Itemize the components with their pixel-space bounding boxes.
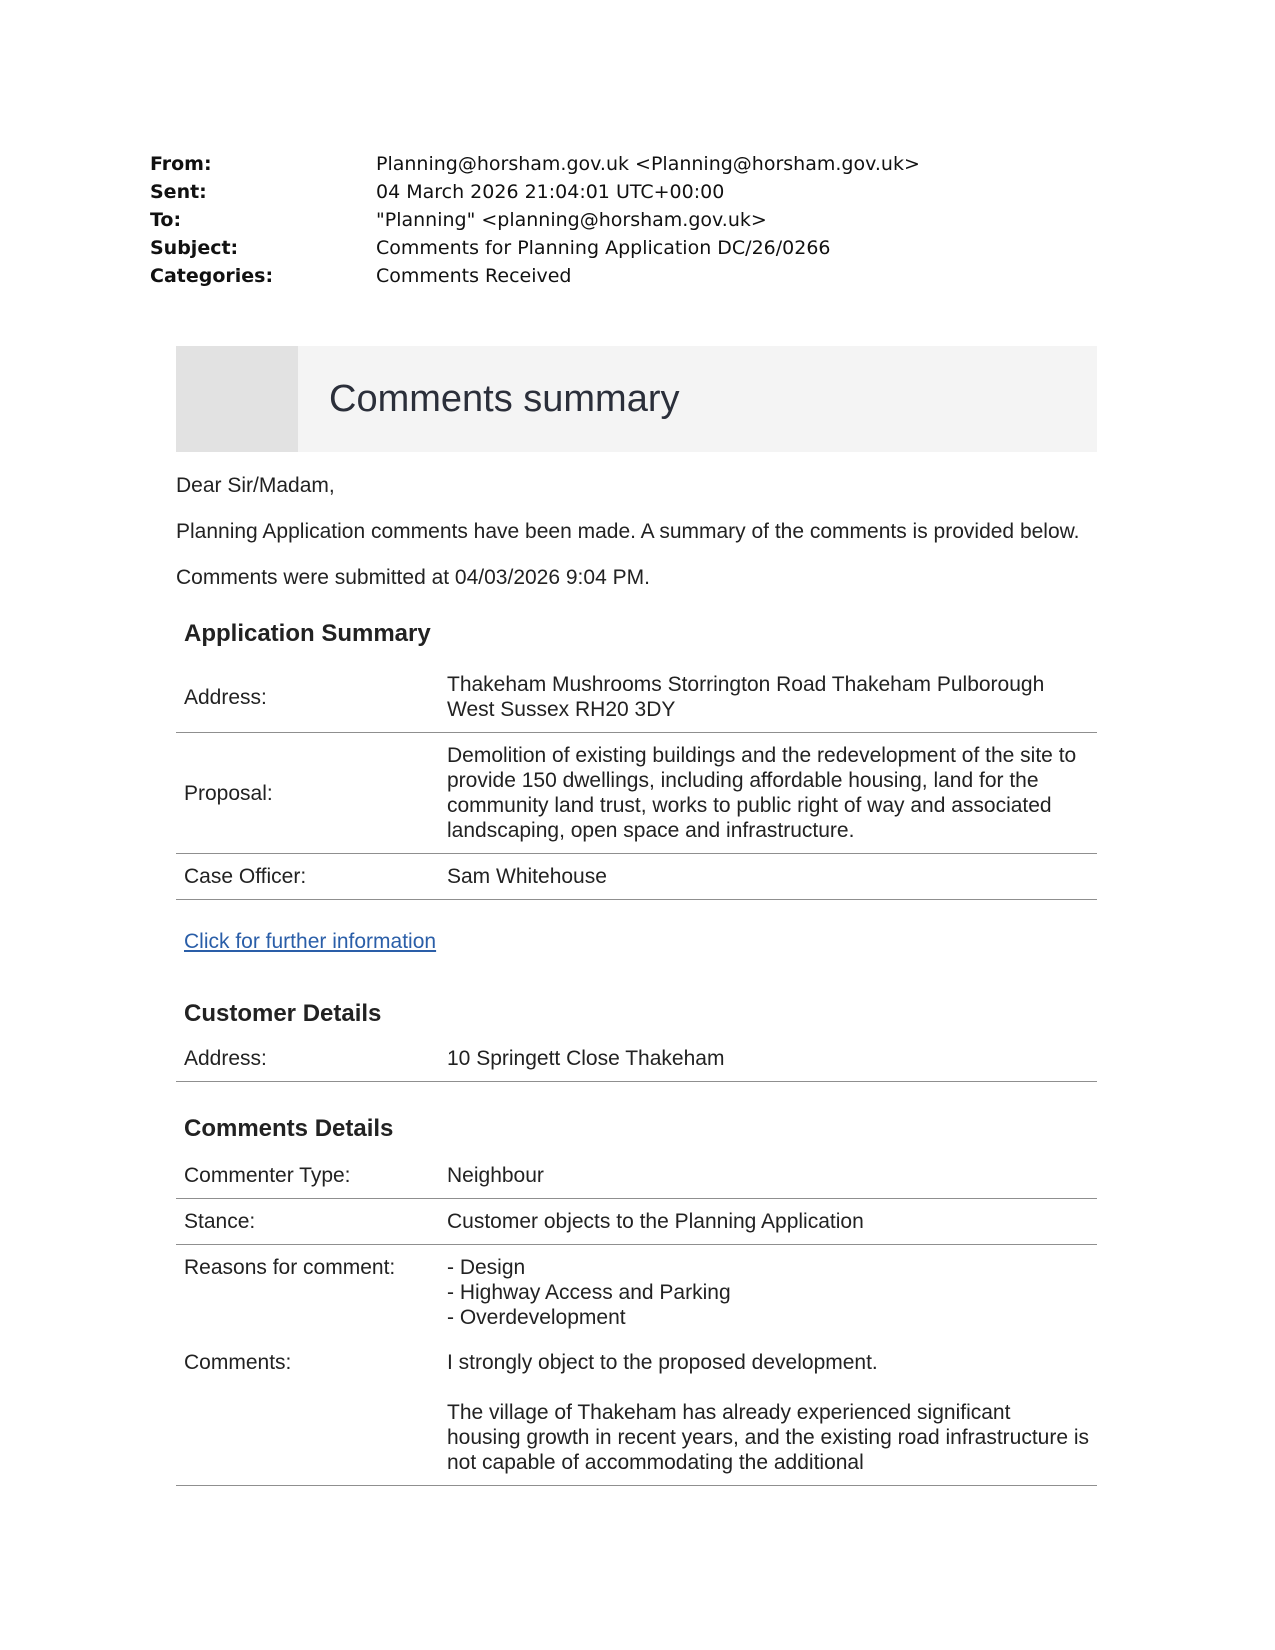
comment-gap	[447, 1375, 1089, 1400]
from-label: From:	[150, 153, 212, 175]
table-row	[176, 1199, 1097, 1245]
case-officer-label: Case Officer:	[176, 854, 439, 900]
categories-label: Categories:	[150, 265, 274, 287]
further-information-link[interactable]: Click for further information	[184, 930, 437, 953]
reason-item: - Highway Access and Parking	[447, 1281, 731, 1304]
reasons-label: Reasons for comment:	[184, 1256, 396, 1279]
customer-details-table	[176, 1036, 1097, 1082]
case-officer-value: Sam Whitehouse	[439, 854, 1097, 900]
table-row	[176, 662, 1097, 733]
banner-title: Comments summary	[329, 378, 680, 420]
proposal-value: Demolition of existing buildings and the redevelopment of the site to provide 150 dwellings, including affordable housing, land for the community land trust, works to public right of way and associated landscaping, open space and infrastructure.	[439, 733, 1097, 854]
comment-paragraph: The village of Thakeham has already experienced significant housing growth in recent years, and the existing road infrastructure is not capable of accommodating the additional	[447, 1401, 1090, 1474]
email-categories-row	[150, 262, 1050, 290]
table-row	[176, 1245, 1097, 1341]
commenter-type-value: Neighbour	[439, 1153, 1097, 1199]
to-label: To:	[150, 209, 182, 231]
email-body	[176, 346, 1097, 1486]
categories-value: Comments Received	[376, 265, 572, 287]
sent-label: Sent:	[150, 181, 207, 203]
address-value: Thakeham Mushrooms Storrington Road Thakeham Pulborough West Sussex RH20 3DY	[439, 662, 1097, 733]
from-value: Planning@horsham.gov.uk <Planning@horsham.gov.uk>	[376, 153, 920, 175]
commenter-type-label: Commenter Type:	[176, 1153, 439, 1199]
comments-details-title: Comments Details	[184, 1115, 394, 1142]
email-header	[150, 150, 1050, 290]
reasons-list	[439, 1245, 1097, 1341]
sent-value: 04 March 2026 21:04:01 UTC+00:00	[376, 181, 725, 203]
comments-label: Comments:	[176, 1340, 439, 1486]
comments-text	[439, 1340, 1097, 1486]
comments-details-table	[176, 1153, 1097, 1486]
application-summary-title: Application Summary	[184, 620, 431, 647]
table-row	[176, 1153, 1097, 1199]
banner-side-block	[176, 346, 298, 452]
to-value: "Planning" <planning@horsham.gov.uk>	[376, 209, 767, 231]
reason-item: - Overdevelopment	[447, 1306, 626, 1329]
reason-item: - Design	[447, 1256, 526, 1279]
table-row	[176, 733, 1097, 854]
email-from-row	[150, 150, 1050, 178]
email-sent-row	[150, 178, 1050, 206]
comment-line: I strongly object to the proposed development.	[447, 1351, 878, 1374]
stance-value: Customer objects to the Planning Application	[439, 1199, 1097, 1245]
greeting: Dear Sir/Madam,	[176, 474, 335, 497]
proposal-label: Proposal:	[176, 733, 439, 854]
table-row	[176, 1340, 1097, 1486]
email-to-row	[150, 206, 1050, 234]
subject-value: Comments for Planning Application DC/26/0266	[376, 237, 831, 259]
customer-address-label: Address:	[176, 1036, 439, 1082]
stance-label: Stance:	[176, 1199, 439, 1245]
email-subject-row	[150, 234, 1050, 262]
address-label: Address:	[176, 662, 439, 733]
table-row	[176, 1036, 1097, 1082]
table-row	[176, 854, 1097, 900]
application-summary-table	[176, 662, 1097, 900]
further-info-row	[176, 930, 1097, 954]
submitted-text: Comments were submitted at 04/03/2026 9:04 PM.	[176, 566, 650, 589]
customer-address-value: 10 Springett Close Thakeham	[439, 1036, 1097, 1082]
customer-details-title: Customer Details	[184, 1000, 382, 1027]
comments-summary-banner	[176, 346, 1097, 452]
subject-label: Subject:	[150, 237, 239, 259]
intro-text: Planning Application comments have been made. A summary of the comments is provided below.	[176, 520, 1080, 543]
